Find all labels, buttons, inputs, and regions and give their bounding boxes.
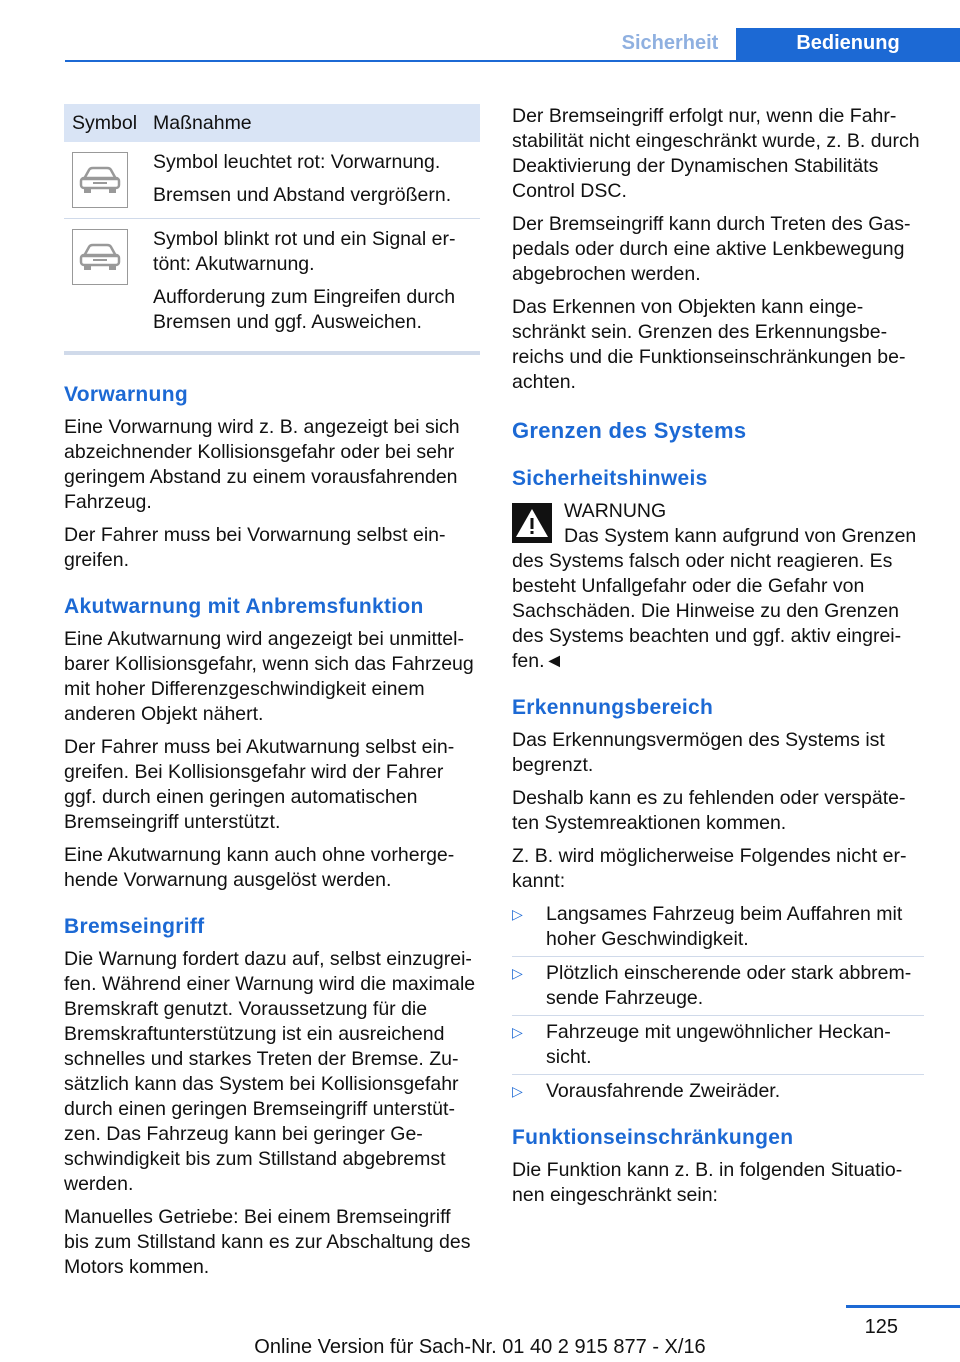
- tab-sicherheit[interactable]: Sicherheit: [621, 32, 719, 54]
- table-row: [64, 142, 480, 219]
- triangle-bullet-icon: ▷: [512, 1083, 523, 1099]
- right-p3: Das Erkennen von Objekten kann eingeschränkt sein. Grenzen des Erkennungsbereichs und die Funktionseinschränkungen beachten.: [512, 296, 906, 393]
- car-icon: [72, 229, 128, 285]
- triangle-bullet-icon: ▷: [512, 965, 523, 981]
- table-header-row: [64, 104, 480, 142]
- header-symbol: Symbol: [64, 104, 145, 142]
- row1-line2: Bremsen und Abstand vergrößern.: [153, 184, 452, 206]
- heading-erkennungsbereich: Erkennungsbereich: [512, 696, 714, 719]
- heading-funktionseinschraenkungen: Funktionseinschränkungen: [512, 1126, 794, 1149]
- warning-text: des Systems falsch oder nicht reagieren. Es besteht Unfallgefahr oder die Gefahr von Sachschäden. Die Hinweise zu den Grenzen des Systems beachten und ggf. aktiv eingreifen.◄: [512, 550, 902, 672]
- page-number: 125: [864, 1316, 898, 1338]
- akut-p2: Der Fahrer muss bei Akutwarnung selbst eingreifen. Bei Kollisionsgefahr wird der Fahrer ggf. durch einen geringen automatischen Bremseingriff unterstützt.: [64, 736, 455, 833]
- warning-label: WARNUNG: [564, 500, 667, 522]
- vorwarnung-p1: Eine Vorwarnung wird z. B. angezeigt bei sich abzeichnender Kollisionsgefahr oder bei sehr geringem Abstand zu einem vorausfahrenden Fahrzeug.: [64, 416, 460, 513]
- row2-line1: Symbol blinkt rot und ein Signal ertönt: Akutwarnung.: [153, 228, 456, 275]
- car-icon: [72, 152, 128, 208]
- heading-bremseingriff: Bremseingriff: [64, 915, 205, 938]
- erk-p3: Z. B. wird möglicherweise Folgendes nicht erkannt:: [512, 845, 907, 892]
- bullet-list: [512, 902, 924, 1108]
- heading-vorwarnung: Vorwarnung: [64, 383, 188, 406]
- akut-p3: Eine Akutwarnung kann auch ohne vorhergehende Vorwarnung ausgelöst werden.: [64, 844, 455, 891]
- left-column: [64, 104, 480, 1288]
- table-row: [64, 219, 480, 346]
- list-item: ▷ Langsames Fahrzeug beim Auffahren mit hoher Geschwindigkeit.: [512, 902, 924, 957]
- vorwarnung-p2: Der Fahrer muss bei Vorwarnung selbst eingreifen.: [64, 524, 446, 571]
- heading-grenzen: Grenzen des Systems: [512, 418, 747, 443]
- row1-line1: Symbol leuchtet rot: Vorwarnung.: [153, 151, 441, 173]
- header-massnahme: Maßnahme: [145, 104, 480, 142]
- heading-akutwarnung: Akutwarnung mit Anbremsfunktion: [64, 595, 424, 618]
- list-item: ▷ Vorausfahrende Zweiräder.: [512, 1080, 781, 1102]
- right-column: [512, 104, 924, 1216]
- erk-p2: Deshalb kann es zu fehlenden oder verspäteten Systemreaktionen kommen.: [512, 787, 906, 834]
- warning-first-line: Das System kann aufgrund von Grenzen: [564, 525, 917, 547]
- warning-box: [512, 499, 924, 549]
- list-item: ▷ Plötzlich einscherende oder stark abbremsende Fahrzeuge.: [512, 961, 924, 1016]
- tab-bedienung[interactable]: Bedienung: [736, 28, 960, 62]
- erk-p1: Das Erkennungsvermögen des Systems ist begrenzt.: [512, 729, 885, 776]
- triangle-bullet-icon: ▷: [512, 1024, 523, 1040]
- symbol-table: [64, 104, 480, 345]
- heading-sicherheitshinweis: Sicherheitshinweis: [512, 467, 708, 490]
- footer-rule: [846, 1305, 960, 1308]
- akut-p1: Eine Akutwarnung wird angezeigt bei unmittelbarer Kollisionsgefahr, wenn sich das Fahrzeug mit hoher Differenzgeschwindigkeit einem anderen Objekt nähert.: [64, 628, 474, 725]
- funk-p1: Die Funktion kann z. B. in folgenden Situationen eingeschränkt sein:: [512, 1159, 903, 1206]
- triangle-bullet-icon: ▷: [512, 906, 523, 922]
- warning-icon: [512, 503, 552, 543]
- list-item: ▷ Fahrzeuge mit ungewöhnlicher Heckansicht.: [512, 1020, 924, 1075]
- brems-p2: Manuelles Getriebe: Bei einem Bremseingriff bis zum Stillstand kann es zur Abschaltung des Motors kommen.: [64, 1206, 471, 1278]
- brems-p1: Die Warnung fordert dazu auf, selbst einzugreifen. Während einer Warnung wird die maximale Bremskraft genutzt. Voraussetzung für die Bremskraftunterstützung ist ein ausreichend schnelles und starkes Treten der Bremse. Zusätzlich kann das System bei Kollisionsgefahr durch einen geringen Bremseingriff unterstützen. Das Fahrzeug kann bei geringer Geschwindigkeit bis zum Stillstand abgebremst werden.: [64, 948, 476, 1195]
- right-p1: Der Bremseingriff erfolgt nur, wenn die Fahrstabilität nicht eingeschränkt wurde, z. B. durch Deaktivierung der Dynamischen Stabilitäts Control DSC.: [512, 105, 920, 202]
- header-rule: [65, 60, 960, 62]
- row2-line2: Aufforderung zum Eingreifen durch Bremsen und ggf. Ausweichen.: [153, 286, 456, 333]
- right-p2: Der Bremseingriff kann durch Treten des Gaspedals oder durch eine aktive Lenkbewegung abgebrochen werden.: [512, 213, 911, 285]
- footer-text: Online Version für Sach-Nr. 01 40 2 915 877 - X/16: [254, 1336, 706, 1358]
